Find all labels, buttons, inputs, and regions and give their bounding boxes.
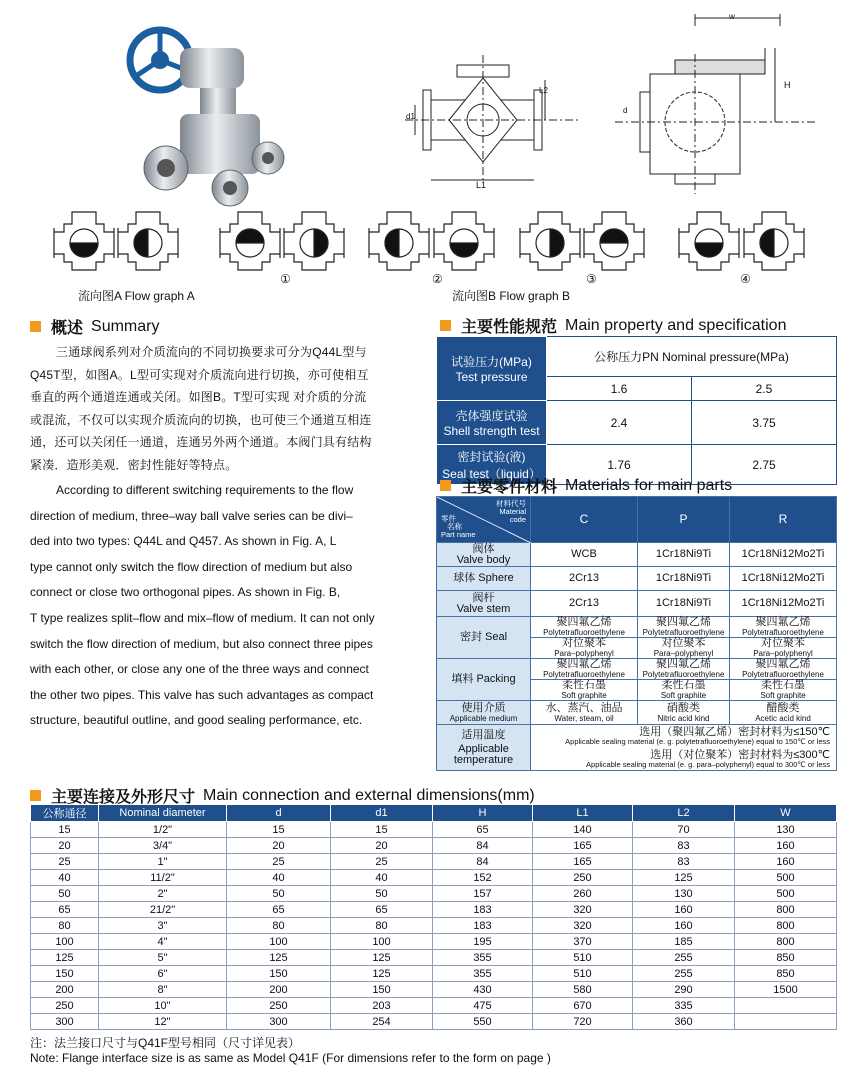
material-cell: 2Cr13 — [531, 591, 638, 617]
table-cell: 2" — [99, 886, 227, 902]
material-cell: 聚四氟乙烯 Polytetrafluoroethylene — [531, 617, 638, 638]
table-cell: 255 — [633, 950, 735, 966]
part-packing: 填料 Packing — [437, 659, 531, 701]
seal-test-cell: 密封试验(液) Seal test（liquid） — [437, 445, 547, 485]
table-cell: 125 — [331, 950, 433, 966]
material-cell: 聚四氟乙烯 Polytetrafluoroethylene — [638, 659, 730, 680]
table-cell — [735, 1014, 837, 1030]
table-cell: 160 — [735, 838, 837, 854]
table-cell: 185 — [633, 934, 735, 950]
table-cell: 3/4" — [99, 838, 227, 854]
dims-header: L1 — [533, 805, 633, 822]
flow-number-3: ③ — [586, 272, 597, 286]
material-cell: 聚四氟乙烯 Polytetrafluoroethylene — [638, 617, 730, 638]
table-cell: 260 — [533, 886, 633, 902]
table-cell: 290 — [633, 982, 735, 998]
table-cell: 70 — [633, 822, 735, 838]
shell-test-value: 3.75 — [692, 401, 837, 445]
material-col-r: R — [730, 497, 837, 543]
summary-english: According to different switching requirements to the flow direction of medium, three–way ball valve series can be divi– ded into two types: Q44L and Q457. As shown in Fig. A, L type cannot only switch the flow direction of medium but also connect or close two orthogonal pipes. As shown in Fig. B, T type realizes split–flow and mix–flow of medium. It can not only switch the flow direction of medium, but also connect three pipes with each other, or close any one of the three ways and connect the other two pipes. This valve has such advantages as compact structure, beautiful outline, and good sealing performance, etc. — [30, 483, 375, 728]
table-cell: 800 — [735, 902, 837, 918]
table-row — [31, 854, 837, 870]
materials-corner-cell: 材料代号 Material code 零件 名称 Part name — [437, 497, 531, 543]
flow-valve-icon — [220, 212, 280, 270]
table-cell: 125 — [227, 950, 331, 966]
material-cell: 1Cr18Ni12Mo2Ti — [730, 591, 837, 617]
table-cell: 40 — [227, 870, 331, 886]
pressure-value: 2.5 — [692, 377, 837, 401]
seal-test-value: 2.75 — [692, 445, 837, 485]
dim-l2-label: L2 — [539, 86, 548, 95]
seal-test-value: 1.76 — [547, 445, 692, 485]
table-cell: 100 — [331, 934, 433, 950]
table-cell: 157 — [433, 886, 533, 902]
table-cell: 4" — [99, 934, 227, 950]
medium-cell: 醋酸类 Acetic acid kind — [730, 701, 837, 725]
table-cell: 65 — [331, 902, 433, 918]
table-cell: 50 — [331, 886, 433, 902]
table-row — [31, 870, 837, 886]
dim-d1-label: d1 — [406, 112, 415, 121]
test-pressure-cell: 试验压力(MPa) Test pressure — [437, 337, 547, 401]
table-cell — [735, 998, 837, 1014]
table-cell: 1" — [99, 854, 227, 870]
material-col-p: P — [638, 497, 730, 543]
table-cell: 160 — [633, 902, 735, 918]
note-english: Note: Flange interface size is as same as Model Q41F (For dimensions refer to the form on page ) — [30, 1051, 551, 1065]
material-cell: 聚四氟乙烯 Polytetrafluoroethylene — [730, 617, 837, 638]
front-view-drawing — [405, 50, 580, 200]
table-row — [31, 822, 837, 838]
bullet-square-icon — [30, 790, 41, 801]
table-cell: 510 — [533, 966, 633, 982]
dim-l1-label: L1 — [476, 180, 487, 190]
table-cell: 254 — [331, 1014, 433, 1030]
material-cell: 1Cr18Ni9Ti — [638, 591, 730, 617]
table-row — [31, 966, 837, 982]
table-cell: 150 — [331, 982, 433, 998]
table-cell: 21/2" — [99, 902, 227, 918]
material-cell: 柔性石墨 Soft graphite — [730, 680, 837, 701]
note-chinese: 注：法兰接口尺寸与Q41F型号相同（尺寸详见表） — [30, 1036, 301, 1050]
flow-graph-a-label: 流向图A Flow graph A — [78, 289, 195, 303]
table-cell: 1500 — [735, 982, 837, 998]
table-row — [31, 1014, 837, 1030]
material-cell: 聚四氟乙烯 Polytetrafluoroethylene — [730, 659, 837, 680]
table-cell: 320 — [533, 918, 633, 934]
table-cell: 40 — [331, 870, 433, 886]
part-seal: 密封 Seal — [437, 617, 531, 659]
table-cell: 670 — [533, 998, 633, 1014]
material-cell: 1Cr18Ni12Mo2Ti — [730, 543, 837, 567]
table-cell: 3" — [99, 918, 227, 934]
material-cell: 对位聚苯 Para–polyphenyl — [531, 638, 638, 659]
table-cell: 355 — [433, 950, 533, 966]
table-cell: 370 — [533, 934, 633, 950]
table-cell: 800 — [735, 918, 837, 934]
medium-cell: 硝酸类 Nitric acid kind — [638, 701, 730, 725]
material-cell: 聚四氟乙烯 Polytetrafluoroethylene — [531, 659, 638, 680]
material-cell: 1Cr18Ni12Mo2Ti — [730, 567, 837, 591]
valve-photo — [118, 18, 288, 208]
dim-h-label: H — [784, 80, 791, 90]
table-cell: 65 — [433, 822, 533, 838]
table-cell: 11/2" — [99, 870, 227, 886]
table-cell: 360 — [633, 1014, 735, 1030]
materials-table — [436, 496, 837, 771]
table-cell: 83 — [633, 838, 735, 854]
part-valve-body: 阀体 Valve body — [437, 543, 531, 567]
table-cell: 25 — [31, 854, 99, 870]
table-cell: 15 — [227, 822, 331, 838]
table-cell: 1/2" — [99, 822, 227, 838]
table-cell: 84 — [433, 838, 533, 854]
material-cell: 2Cr13 — [531, 567, 638, 591]
table-cell: 80 — [331, 918, 433, 934]
table-cell: 150 — [227, 966, 331, 982]
part-temperature: 适用温度 Applicable temperature — [437, 725, 531, 771]
material-col-c: C — [531, 497, 638, 543]
shell-test-cell: 壳体强度试验 Shell strength test — [437, 401, 547, 445]
dims-header: d — [227, 805, 331, 822]
flow-number-2: ② — [432, 272, 443, 286]
table-cell: 160 — [633, 918, 735, 934]
material-cell: 1Cr18Ni9Ti — [638, 567, 730, 591]
table-cell: 300 — [31, 1014, 99, 1030]
table-cell: 10" — [99, 998, 227, 1014]
dim-w-label: w — [729, 12, 735, 21]
pressure-value: 1.6 — [547, 377, 692, 401]
dims-header: L2 — [633, 805, 735, 822]
table-cell: 475 — [433, 998, 533, 1014]
table-cell: 80 — [227, 918, 331, 934]
flow-valve-icon — [284, 212, 344, 270]
flow-number-4: ④ — [740, 272, 751, 286]
flow-valve-icon — [54, 212, 114, 270]
table-cell: 195 — [433, 934, 533, 950]
flow-valve-icon — [679, 212, 739, 270]
dims-header: W — [735, 805, 837, 822]
material-cell: 对位聚苯 Para–polyphenyl — [730, 638, 837, 659]
table-cell: 125 — [331, 966, 433, 982]
material-cell: 1Cr18Ni9Ti — [638, 543, 730, 567]
table-cell: 40 — [31, 870, 99, 886]
table-cell: 83 — [633, 854, 735, 870]
table-cell: 20 — [31, 838, 99, 854]
table-row — [31, 950, 837, 966]
table-cell: 65 — [227, 902, 331, 918]
material-cell: 柔性石墨 Soft graphite — [638, 680, 730, 701]
materials-heading: 主要零件材料 Materials for main parts — [440, 474, 732, 497]
side-view-drawing — [615, 14, 815, 200]
table-cell: 65 — [31, 902, 99, 918]
table-row — [31, 998, 837, 1014]
table-cell: 25 — [331, 854, 433, 870]
table-cell: 183 — [433, 918, 533, 934]
table-cell: 20 — [227, 838, 331, 854]
table-cell: 100 — [31, 934, 99, 950]
table-cell: 165 — [533, 854, 633, 870]
dims-header: d1 — [331, 805, 433, 822]
table-cell: 500 — [735, 886, 837, 902]
table-cell: 125 — [31, 950, 99, 966]
summary-heading: 概述 Summary — [30, 315, 159, 338]
table-cell: 165 — [533, 838, 633, 854]
table-cell: 250 — [533, 870, 633, 886]
table-cell: 850 — [735, 950, 837, 966]
table-cell: 15 — [31, 822, 99, 838]
table-cell: 200 — [31, 982, 99, 998]
table-cell: 500 — [735, 870, 837, 886]
table-cell: 510 — [533, 950, 633, 966]
table-row — [31, 982, 837, 998]
table-cell: 20 — [331, 838, 433, 854]
dims-header: 公称通径 — [31, 805, 99, 822]
table-cell: 580 — [533, 982, 633, 998]
table-row — [31, 902, 837, 918]
table-row — [31, 918, 837, 934]
flow-valve-icon — [369, 212, 429, 270]
table-cell: 130 — [735, 822, 837, 838]
dims-header: Nominal diameter — [99, 805, 227, 822]
table-cell: 800 — [735, 934, 837, 950]
medium-cell: 水、蒸汽、油品 Water, steam, oil — [531, 701, 638, 725]
table-cell: 250 — [227, 998, 331, 1014]
dims-heading: 主要连接及外形尺寸 Main connection and external dimensions(mm) — [30, 784, 535, 807]
table-cell: 720 — [533, 1014, 633, 1030]
material-cell: WCB — [531, 543, 638, 567]
part-sphere: 球体 Sphere — [437, 567, 531, 591]
table-cell: 152 — [433, 870, 533, 886]
table-row — [31, 886, 837, 902]
spec-heading: 主要性能规范 Main property and specification — [440, 314, 786, 337]
flow-number-1: ① — [280, 272, 291, 286]
table-cell: 250 — [31, 998, 99, 1014]
table-cell: 8" — [99, 982, 227, 998]
table-cell: 160 — [735, 854, 837, 870]
table-row — [31, 934, 837, 950]
table-cell: 300 — [227, 1014, 331, 1030]
table-cell: 335 — [633, 998, 735, 1014]
table-cell: 150 — [31, 966, 99, 982]
table-cell: 550 — [433, 1014, 533, 1030]
table-cell: 50 — [31, 886, 99, 902]
table-cell: 130 — [633, 886, 735, 902]
table-cell: 203 — [331, 998, 433, 1014]
flow-valve-icon — [520, 212, 580, 270]
flow-valve-icon — [744, 212, 804, 270]
nominal-pressure-header: 公称压力PN Nominal pressure(MPa) — [547, 337, 837, 377]
table-cell: 80 — [31, 918, 99, 934]
table-cell: 430 — [433, 982, 533, 998]
table-cell: 12" — [99, 1014, 227, 1030]
spec-table — [436, 336, 837, 485]
table-cell: 15 — [331, 822, 433, 838]
table-cell: 50 — [227, 886, 331, 902]
flow-valve-icon — [118, 212, 178, 270]
shell-test-value: 2.4 — [547, 401, 692, 445]
summary-chinese: 三通球阀系列对介质流向的不同切换要求可分为Q44L型与 Q45T型，如图A。L型可实现对介质流向进行切换，亦可使相互 垂直的两个通道连通或关闭。如图B。T型可实现 对介质的分流 或混流，不仅可以实现介质流向的切换，也可使三个通道互相连 通，还可以关闭任一通道，连通另外两个通道。本阀门具有结构 紧凑．造形美观．密封性能好等特点。 — [30, 345, 372, 472]
part-valve-stem: 阀杆 Valve stem — [437, 591, 531, 617]
table-cell: 25 — [227, 854, 331, 870]
table-row — [31, 838, 837, 854]
table-cell: 125 — [633, 870, 735, 886]
table-cell: 183 — [433, 902, 533, 918]
flow-valve-icon — [434, 212, 494, 270]
table-cell: 5" — [99, 950, 227, 966]
material-cell: 柔性石墨 Soft graphite — [531, 680, 638, 701]
table-cell: 140 — [533, 822, 633, 838]
table-cell: 84 — [433, 854, 533, 870]
flow-valve-icon — [584, 212, 644, 270]
temperature-cell: 选用（聚四氟乙烯）密封材料为≤150℃ Applicable sealing material (e. g. polytetrafluoroethylene) equal to 150℃ or less 选用（对位聚苯）密封材料为≤300℃ Applicable sealing material (e. g. para–polyphenyl) equal to 300℃ or less — [531, 725, 837, 771]
table-cell: 355 — [433, 966, 533, 982]
table-cell: 200 — [227, 982, 331, 998]
bullet-square-icon — [440, 480, 451, 491]
material-cell: 对位聚苯 Para–polyphenyl — [638, 638, 730, 659]
table-cell: 100 — [227, 934, 331, 950]
bullet-square-icon — [440, 320, 451, 331]
table-cell: 6" — [99, 966, 227, 982]
flow-graph-b-label: 流向图B Flow graph B — [452, 289, 571, 303]
table-cell: 255 — [633, 966, 735, 982]
dim-d-label: d — [623, 106, 628, 115]
bullet-square-icon — [30, 321, 41, 332]
table-cell: 320 — [533, 902, 633, 918]
dims-header: H — [433, 805, 533, 822]
table-cell: 850 — [735, 966, 837, 982]
flow-graph-strip — [52, 210, 822, 272]
part-medium: 使用介质 Applicable medium — [437, 701, 531, 725]
dimensions-table — [30, 804, 837, 1030]
